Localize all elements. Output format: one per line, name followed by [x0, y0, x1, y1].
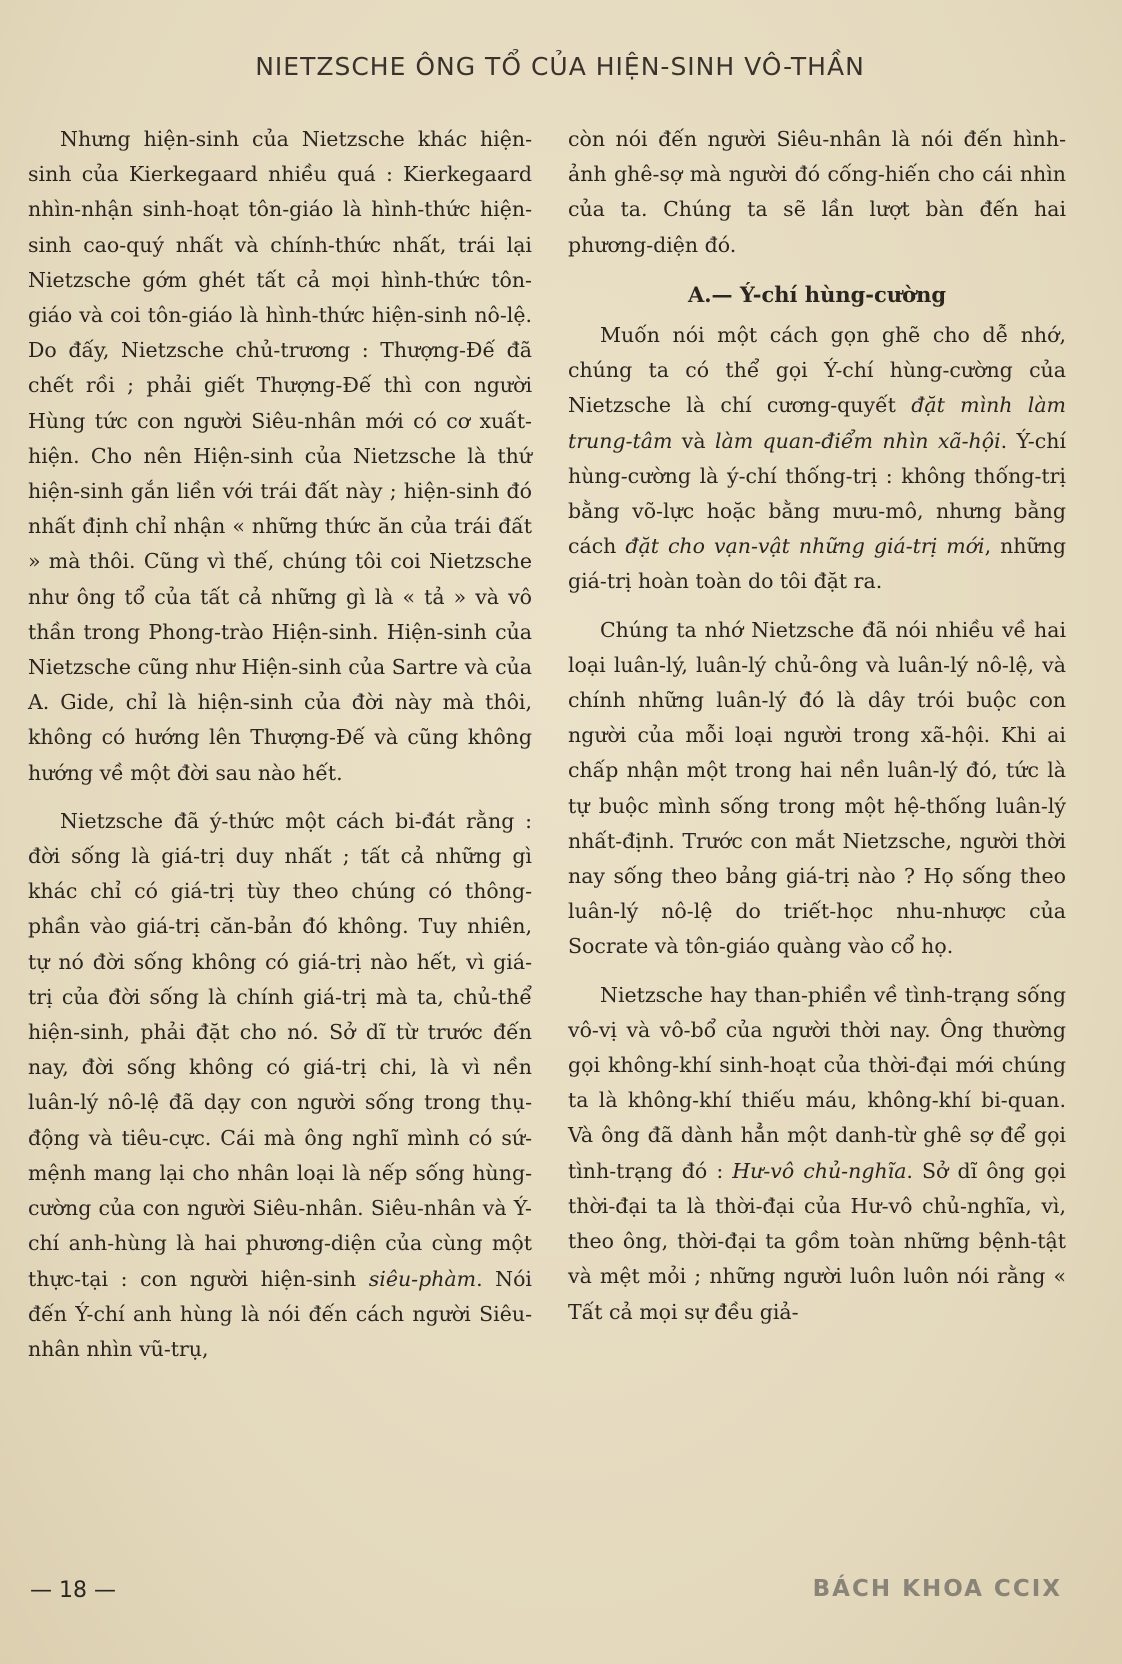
emphasis-text: Hư-vô chủ-nghĩa	[732, 1158, 907, 1183]
paragraph-text: . Nói đến Ý-chí anh hùng là nói đến cách người Siêu-nhân nhìn vũ-trụ,	[28, 1266, 532, 1361]
emphasis-text: đặt cho vạn-vật những giá-trị mới	[625, 534, 985, 559]
page-number: — 18 —	[30, 1578, 116, 1603]
right-column	[568, 122, 1066, 1330]
paragraph-text: . Ý-chí hùng-cường là ý-chí thống-trị : không thống-trị bằng võ-lực hoặc bằng mưu-mô, nhưng bằng cách	[568, 428, 1067, 559]
emphasis-text: làm quan-điểm nhìn xã-hội	[714, 428, 1001, 453]
paragraph: Nhưng hiện-sinh của Nietzsche khác hiện-sinh của Kierkegaard nhiều quá : Kierkegaard nhìn-nhận sinh-hoạt tôn-giáo là hình-thức hiện-sinh cao-quý nhất và chính-thức nhất, trái lại Nietzsche gớm ghét tất cả mọi hình-thức tôn-giáo và coi tôn-giáo là hình-thức hiện-sinh nô-lệ. Do đấy, Nietzsche chủ-trương : Thượng-Đế đã chết rồi ; phải giết Thượng-Đế thì con người Hùng tức con người Siêu-nhân mới có cơ xuất-hiện. Cho nên Hiện-sinh của Nietzsche là thứ hiện-sinh gắn liền với trái đất này ; hiện-sinh đó nhất định chỉ nhận « những thức ăn của trái đất » mà thôi. Cũng vì thế, chúng tôi coi Nietzsche như ông tổ của tất cả những gì là « tả » và vô thần trong Phong-trào Hiện-sinh. Hiện-sinh của Nietzsche cũng như Hiện-sinh của Sartre và của A. Gide, chỉ là hiện-sinh của đời này mà thôi, không có hướng lên Thượng-Đế và cũng không hướng về một đời sau nào hết.	[28, 127, 532, 785]
paragraph-text: Nietzsche hay than-phiền về tình-trạng sống vô-vị và vô-bổ của người thời nay. Ông thường gọi không-khí sinh-hoạt của thời-đại mới chúng ta là không-khí thiếu máu, không-khí bi-quan. Và ông đã dành hẳn một danh-từ ghê sợ để gọi tình-trạng đó :	[568, 982, 1066, 1183]
paragraph-text: . Sở dĩ ông gọi thời-đại ta là thời-đại của Hư-vô chủ-nghĩa, vì, theo ông, thời-đại ta gồm toàn những bệnh-tật và mệt mỏi ; những người luôn luôn nói rằng « Tất cả mọi sự đều giả-	[568, 1158, 1066, 1324]
paragraph	[568, 978, 1066, 1330]
paragraph-text: Nietzsche đã ý-thức một cách bi-đát rằng : đời sống là giá-trị duy nhất ; tất cả những gì khác chỉ có giá-trị tùy theo chúng có thông-phần vào giá-trị căn-bản đó không. Tuy nhiên, tự nó đời sống không có giá-trị nào hết, vì giá-trị của đời sống là chính giá-trị mà ta, chủ-thể hiện-sinh, phải đặt cho nó. Sở dĩ từ trước đến nay, đời sống không có giá-trị chi, là vì nền luân-lý nô-lệ đã dạy con người sống trong thụ-động và tiêu-cực. Cái mà ông nghĩ mình có sứ-mệnh mang lại cho nhân loại là nếp sống hùng-cường của con người Siêu-nhân. Siêu-nhân và Ý-chí anh-hùng là hai phương-diện của cùng một thực-tại : con người hiện-sinh	[28, 808, 532, 1291]
paragraph-text: Muốn nói một cách gọn ghẽ cho dễ nhớ, chúng ta có thể gọi Ý-chí hùng-cường của Nietzsche là chí cương-quyết	[568, 323, 1066, 418]
paragraph: còn nói đến người Siêu-nhân là nói đến hình-ảnh ghê-sợ mà người đó cống-hiến cho cái nhìn của ta. Chúng ta sẽ lần lượt bàn đến hai phương-diện đó.	[568, 127, 1066, 257]
page-title: NIETZSCHE ÔNG TỔ CỦA HIỆN-SINH VÔ-THẦN	[255, 52, 865, 81]
left-column	[28, 122, 532, 1367]
paragraph: Chúng ta nhớ Nietzsche đã nói nhiều về hai loại luân-lý, luân-lý chủ-ông và luân-lý nô-lệ, và chính những luân-lý đó là dây trói buộc con người của mỗi loại người trong xã-hội. Khi ai chấp nhận một trong hai nền luân-lý đó, tức là tự buộc mình sống trong một hệ-thống luân-lý nhất-định. Trước con mắt Nietzsche, người thời nay sống theo bảng giá-trị nào ? Họ sống theo luân-lý nô-lệ do triết-học nhu-nhược của Socrate và tôn-giáo quàng vào cổ họ.	[568, 617, 1066, 959]
paragraph-text: và	[672, 428, 715, 453]
section-heading: A.— Ý-chí hùng-cường	[687, 281, 947, 307]
magazine-name: BÁCH KHOA CCIX	[812, 1576, 1062, 1602]
paragraph-text: , những giá-trị hoàn toàn do tôi đặt ra.	[568, 534, 1067, 594]
paragraph	[28, 804, 532, 1367]
paragraph	[568, 318, 1066, 600]
emphasis-text: siêu-phàm	[368, 1266, 477, 1291]
emphasis-text: đặt mình làm trung-tâm	[568, 393, 1066, 453]
